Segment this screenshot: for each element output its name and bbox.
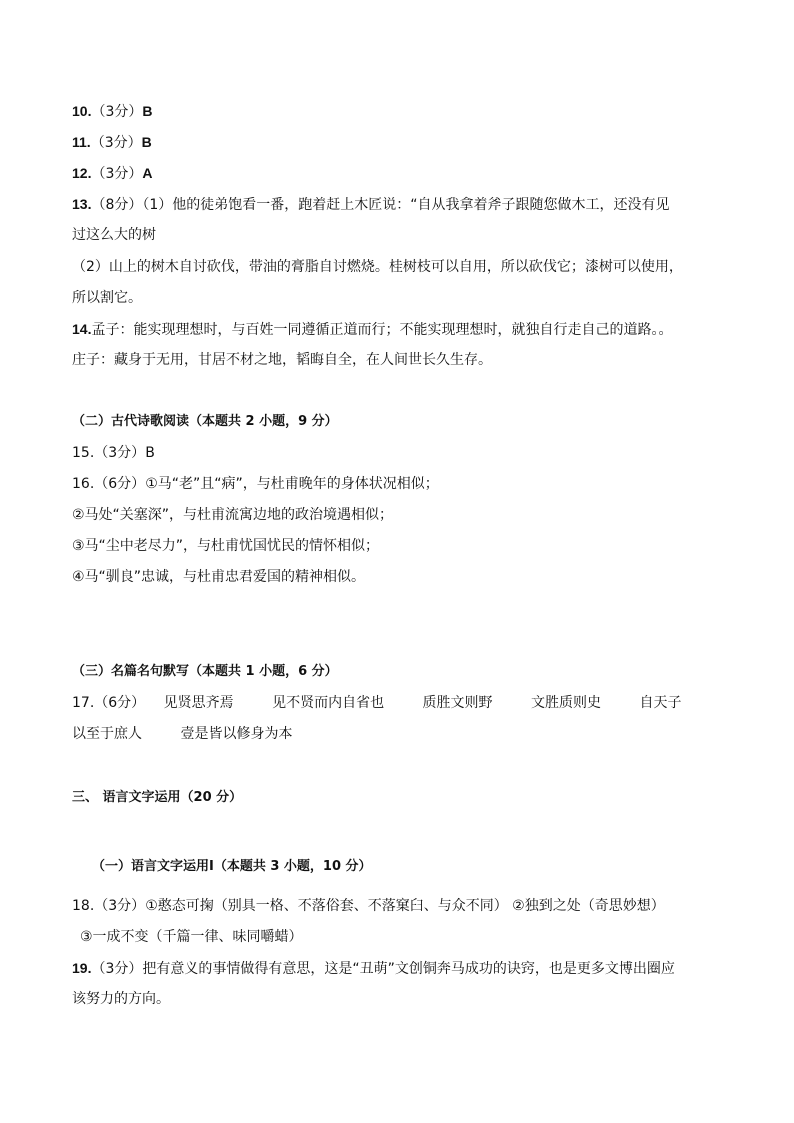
question-number: 16. <box>72 476 95 492</box>
answer-choice: A <box>142 165 153 181</box>
answer-text: ①憨态可掬（别具一格、不落俗套、不落窠臼、与众不同） ②独到之处（奇思妙想） <box>145 898 665 914</box>
answer-q14-line1 <box>72 319 732 340</box>
answer-q15 <box>72 443 732 463</box>
question-score: （3分） <box>90 135 142 151</box>
question-number: 12. <box>72 165 92 181</box>
answer-text: 把有意义的事情做得有意思，这是“丑萌”文创铜奔马成功的诀窍，也是更多文博出圈应 <box>142 961 675 977</box>
question-score: （8分） <box>91 197 143 213</box>
dictation-answer: 文胜质则史 <box>531 695 601 711</box>
answer-q13-line1 <box>72 194 732 215</box>
sub-heading-language-1: （一）语言文字运用Ⅰ（本题共 3 小题，10 分） <box>92 859 372 874</box>
answer-choice: B <box>141 134 152 150</box>
answer-q16-line1 <box>72 474 732 494</box>
answer-q16-line2: ②马处“关塞深”，与杜甫流寓边地的政治境遇相似； <box>72 507 394 523</box>
dictation-answer: 壹是皆以修身为本 <box>180 726 293 742</box>
answer-text: 孟子：能实现理想时，与百姓一同遵循正道而行；不能实现理想时，就独自行走自己的道路。。 <box>91 322 673 338</box>
answer-q17-line2 <box>72 724 732 744</box>
answer-q19-line2: 该努力的方向。 <box>72 991 170 1007</box>
question-score: （3分） <box>91 961 143 977</box>
question-number: 13. <box>72 196 92 212</box>
question-number: 11. <box>72 134 91 150</box>
answer-q16-line4: ④马“驯良”忠诚，与杜甫忠君爱国的精神相似。 <box>72 569 366 585</box>
question-number: 17. <box>72 695 95 711</box>
dictation-answer: 见不贤而内自省也 <box>272 695 385 711</box>
answer-text: （1）他的徒弟饱看一番，跑着赶上木匠说：“自从我拿着斧子跟随您做木工，还没有见 <box>142 197 670 213</box>
question-score: （3分） <box>91 104 143 120</box>
answer-q14-line2: 庄子：藏身于无用，甘居不材之地，韬晦自全，在人间世长久生存。 <box>72 352 492 368</box>
question-number: 15. <box>72 445 95 461</box>
answer-q10 <box>72 101 732 122</box>
question-number: 18. <box>72 898 95 914</box>
answer-q16-line3: ③马“尘中老尽力”，与杜甫忧国忧民的情怀相似； <box>72 538 380 554</box>
question-score: （3分） <box>91 166 143 182</box>
answer-q17-line1 <box>72 693 732 713</box>
question-score: （3分） <box>94 898 146 914</box>
dictation-answer: 质胜文则野 <box>422 695 493 711</box>
dictation-answer: 自天子 <box>639 695 682 711</box>
answer-q18-line1 <box>72 896 732 916</box>
answer-q19-line1 <box>72 958 732 979</box>
answer-q11 <box>72 132 732 153</box>
question-number: 14. <box>72 321 92 337</box>
question-score: （3分） <box>94 445 146 461</box>
question-number: 10. <box>72 103 92 119</box>
answer-q12 <box>72 163 732 184</box>
section-heading-dictation: （三）名篇名句默写（本题共 1 小题，6 分） <box>72 664 338 679</box>
dictation-answer: 以至于庶人 <box>72 726 142 742</box>
answer-q13-line2: 过这么大的树 <box>72 227 156 243</box>
question-score: （6分） <box>94 695 146 711</box>
answer-q18-line2: ③一成不变（千篇一律、味同嚼蜡） <box>80 929 303 945</box>
dictation-answer: 见贤思齐焉 <box>163 695 234 711</box>
answer-q13-line4: 所以割它。 <box>72 290 142 306</box>
question-score: （6分） <box>94 476 146 492</box>
section-heading-poetry: （二）古代诗歌阅读（本题共 2 小题，9 分） <box>72 414 338 429</box>
section-heading-language: 三、 语言文字运用（20 分） <box>72 790 243 805</box>
answer-q13-line3: （2）山上的树木自讨砍伐，带油的膏脂自讨燃烧。桂树枝可以自用，所以砍伐它；漆树可以使用， <box>72 259 683 275</box>
answer-choice: B <box>145 445 155 461</box>
answer-choice: B <box>142 103 153 119</box>
answer-text: ①马“老”且“病”，与杜甫晚年的身体状况相似； <box>145 476 439 492</box>
question-number: 19. <box>72 960 92 976</box>
